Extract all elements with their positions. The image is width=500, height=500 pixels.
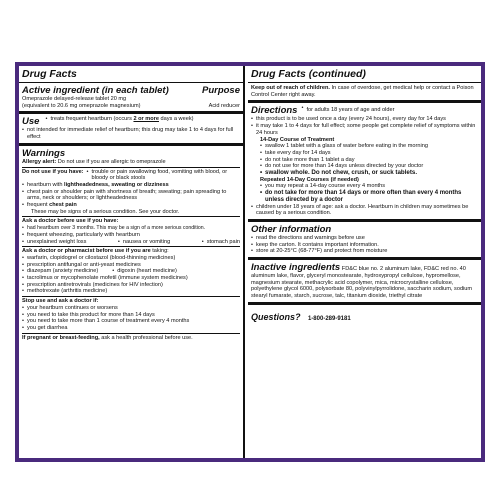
do-not-use-item: • heartburn with lightheadedness, sweating or dizziness	[22, 182, 240, 189]
drug-facts-right-column	[245, 66, 481, 458]
allergy-alert: Allergy alert: Do not use if you are allergic to omeprazole	[22, 158, 166, 165]
drug-facts-continued-title: Drug Facts (continued)	[251, 68, 366, 80]
phone-number: 1-800-289-9181	[307, 315, 351, 322]
inactive-ingredients-text: Inactive ingredients FD&C blue no. 2 aluminum lake, FD&C red no. 40 aluminum lake, flavor, glyceryl monostearate, hydroxypropyl cellulose, hypromellose, magnesium stearate, methacrylic acid copolymer, mica, microcrystalline cellulose, polyethylene glycol 6000, polysorbate 80, polyvinylpyrrolidone, saccharin sodium, sodium stearyl fumarate, starch, sucrose, talc, titanium dioxide, triethyl citrate	[251, 262, 473, 300]
pregnancy-warning: If pregnant or breast-feeding, ask a health professional before use.	[22, 334, 193, 341]
course-item: • swallow 1 tablet with a glass of water before eating in the morning	[260, 143, 478, 150]
other-information-item: • store at 20-25°C (68-77°F) and protect from moisture	[251, 248, 478, 255]
drug-facts-title-section	[19, 66, 243, 83]
directions-item: • children under 18 years of age: ask a doctor. Heartburn in children may sometimes be caused by a serious condition.	[251, 204, 478, 217]
course-item: • do not use for more than 14 days unless directed by your doctor	[260, 163, 478, 170]
pharmacist-item: • methotrexate (arthritis medicine)	[22, 288, 240, 295]
use-section	[19, 114, 243, 145]
repeat-heading: Repeated 14-Day Courses (if needed)	[260, 176, 359, 183]
ask-doctor-item: • had heartburn over 3 months. This may be a sign of a more serious condition.	[22, 225, 240, 232]
inactive-ingredients-heading: Inactive ingredients	[251, 262, 341, 274]
drug-facts-inner	[19, 66, 481, 458]
stop-use-item: • your heartburn continues or worsens	[22, 305, 240, 312]
directions-heading: Directions	[251, 105, 298, 117]
pharmacist-item: • tacrolimus or mycophenolate mofetil (immune system medicines)	[22, 275, 240, 282]
keep-out-section	[248, 83, 481, 103]
course-item: • swallow whole. Do not chew, crush, or suck tablets.	[260, 170, 478, 177]
do-not-use-note: These may be signs of a serious condition. See your doctor.	[31, 208, 180, 215]
course-item: • take every day for 14 days	[260, 150, 478, 157]
directions-section	[248, 103, 481, 222]
ask-doctor-heading: Ask a doctor before use if you have:	[22, 218, 119, 225]
course-heading: 14-Day Course of Treatment	[260, 136, 335, 143]
directions-item: • it may take 1 to 4 days for full effect; some people get complete relief of symptoms within 24 hours	[251, 123, 478, 136]
repeat-item: • you may repeat a 14-day course every 4 months	[260, 183, 478, 190]
course-item: • do not take more than 1 tablet a day	[260, 157, 478, 164]
other-information-heading: Other information	[251, 223, 332, 235]
stop-use-item: • you need to take more than 1 course of treatment every 4 months	[22, 318, 240, 325]
use-item: • treats frequent heartburn (occurs 2 or more days a week)	[45, 116, 240, 123]
questions-label: Questions?	[251, 311, 301, 322]
warnings-section	[19, 146, 243, 344]
ask-pharmacist-heading: Ask a doctor or pharmacist before use if you are taking:	[22, 248, 169, 255]
use-item: • not intended for immediate relief of heartburn; this drug may take 1 to 4 days for full effect	[22, 127, 240, 140]
do-not-use-item: • chest pain or shoulder pain with shortness of breath; sweating; pain spreading to arms, neck or shoulders; or lightheadedness	[22, 189, 240, 202]
continued-title-section	[248, 66, 481, 83]
active-ingredient-equivalent: (equivalent to 20.6 mg omeprazole magnesium)	[22, 102, 141, 109]
inactive-ingredients-section	[248, 260, 481, 305]
purpose-heading: Purpose	[201, 85, 240, 96]
other-information-section	[248, 222, 481, 260]
drug-facts-panel	[15, 62, 485, 462]
pharmacist-item: • prescription antifungal or anti-yeast medicines	[22, 262, 240, 269]
pharmacist-item: • prescription antiretrovirals (medicines for HIV infection)	[22, 282, 240, 289]
stop-use-item: • you get diarrhea	[22, 325, 240, 332]
active-ingredient-line: Omeprazole delayed-release tablet 20 mg	[22, 96, 127, 102]
warnings-heading: Warnings	[22, 147, 66, 159]
purpose-value: Acid reducer	[208, 102, 240, 109]
pharmacist-item: • warfarin, clopidogrel or cilostazol (blood-thinning medicines)	[22, 255, 240, 262]
stop-use-heading: Stop use and ask a doctor if:	[22, 298, 99, 305]
drug-facts-left-column	[19, 66, 245, 458]
pharmacist-item-row: • diazepam (anxiety medicine) • digoxin (heart medicine)	[22, 268, 240, 275]
active-ingredient-heading: Active ingredient (in each tablet)	[22, 85, 169, 96]
stop-use-item: • you need to take this product for more than 14 days	[22, 312, 240, 319]
do-not-use-item: • frequent chest pain	[22, 202, 240, 209]
use-heading: Use	[22, 116, 40, 128]
other-information-item: • read the directions and warnings before use	[251, 235, 478, 242]
questions-section	[248, 305, 481, 327]
ask-doctor-item-row: • unexplained weight loss • nausea or vomiting • stomach pain	[22, 239, 240, 246]
ask-doctor-item: • frequent wheezing, particularly with heartburn	[22, 232, 240, 239]
directions-item: • this product is to be used once a day (every 24 hours), every day for 14 days	[251, 116, 478, 123]
active-ingredient-section	[19, 83, 243, 114]
directions-item: • for adults 18 years of age and older	[301, 105, 478, 116]
do-not-use-row: Do not use if you have: • trouble or pain swallowing food, vomiting with blood, or bloody or black stools	[22, 169, 240, 182]
repeat-item: • do not take for more than 14 days or more often than every 4 months unless directed by a doctor	[260, 190, 478, 203]
drug-facts-title: Drug Facts	[22, 68, 77, 80]
other-information-item: • keep the carton. It contains important information.	[251, 242, 478, 249]
keep-out-text: Keep out of reach of children. In case of overdose, get medical help or contact a Poison Control Center right away.	[251, 85, 474, 98]
